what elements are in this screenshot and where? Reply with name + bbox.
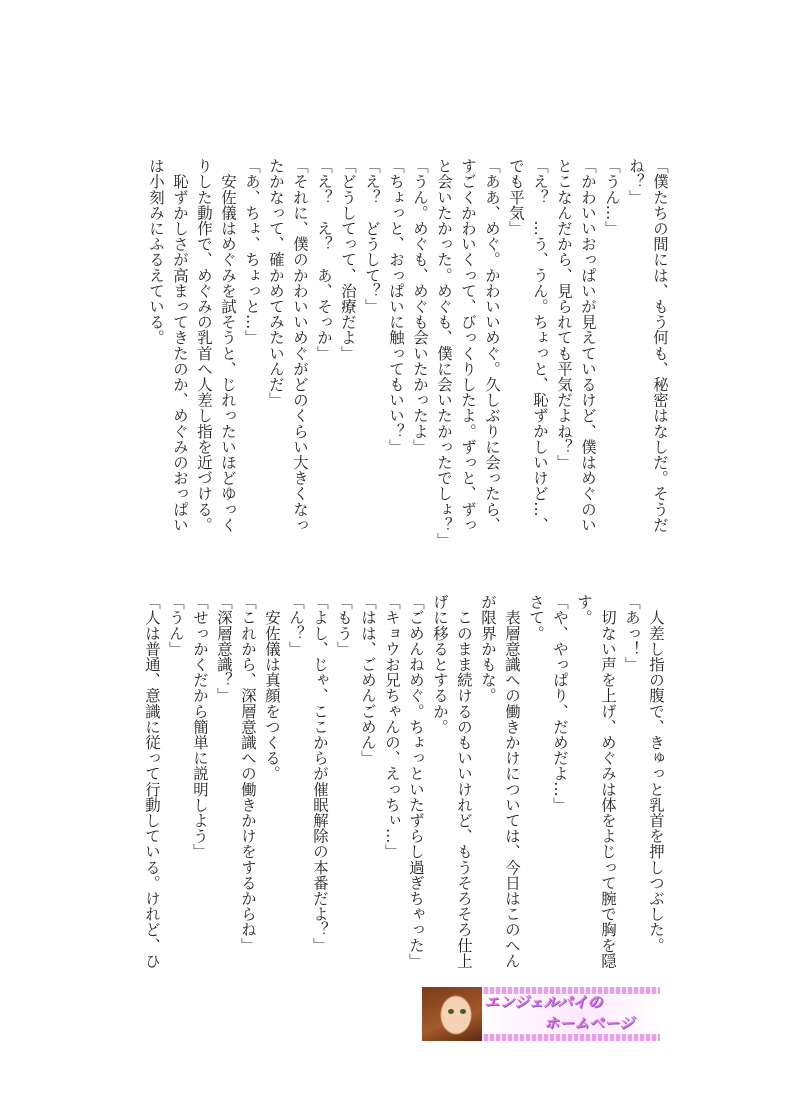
text-line: たかなって、確かめてみたいんだ」 [267,158,285,408]
text-line: 「ちょっと、おっぱいに触ってもいい？」 [387,158,405,455]
text-line: は小刻みにふるえている。 [147,158,165,346]
text-line: 「せっかくだから簡単に説明しよう」 [191,594,209,860]
banner-title [484,992,656,1034]
text-line: でも平気」 [507,158,525,236]
text-line: 「や、やっぱり、だめだよ…」 [551,594,569,813]
text-line: 「うん」 [167,594,185,657]
text-line: す。 [575,594,593,626]
text-line: 人差し指の腹で、きゅっと乳首を押しつぶした。 [647,594,665,953]
eye-icon [448,1009,454,1014]
homepage-banner-link[interactable] [422,987,660,1041]
text-line: 「うん。めぐも、めぐも会いたかったよ」 [411,158,429,455]
text-line: すごくかわいくって、びっくりしたよ。ずっと、ずっ [459,158,477,533]
text-line: 「もう」 [335,594,353,657]
text-line: 「キョウお兄ちゃんの、えっちぃ…」 [383,594,401,860]
text-line: げに移るとするか。 [431,594,449,735]
text-line: 「え？ どうして？」 [363,158,381,314]
text-block-top [144,158,672,548]
eye-icon [460,1009,466,1014]
text-line: 「それに、僕のかわいいめぐがどのくらい大きくなっ [291,158,309,533]
text-line: 「ん？」 [287,594,305,657]
banner-title-line1: エンジェルパイの [484,993,603,1011]
text-line: 「よし、じゃ、ここからが催眠解除の本番だよ？」 [311,594,329,953]
text-line: と会いたかった。めぐも、僕に会いたかったでしょ？」 [435,158,453,548]
banner-stripe-bottom [472,1034,660,1041]
text-line: 恥ずかしさが高まってきたのか、めぐみのおっぱい [171,158,189,533]
text-line: ね？」 [627,158,645,205]
text-line: 「あっ！」 [623,594,641,672]
text-block-bottom [140,594,668,979]
text-line: 「うん…」 [603,158,621,236]
text-line: 「これから、深層意識への働きかけをするからね」 [239,594,257,953]
text-line: 安佐儀はめぐみを試そうと、じれったいほどゆっく [219,158,237,533]
text-line: 「深層意識？」 [215,594,233,704]
text-line: さて。 [527,594,545,641]
character-portrait-image [422,987,482,1041]
text-line: が限界かもな。 [479,594,497,704]
text-line: 表層意識への働きかけについては、今日はこのへん [503,594,521,969]
text-line: 安佐儀は真顔をつくる。 [263,594,281,782]
text-line: このまま続けるのもいいけれど、もうそろそろ仕上 [455,594,473,969]
text-line: 「僕たちの間には、もう何も、秘密はなしだ。そうだ [651,158,669,533]
text-line: とこなんだから、見られても平気だよね？」 [555,158,573,470]
text-line: りした動作で、めぐみの乳首へ人差し指を近づける。 [195,158,213,533]
text-line: 「どうしてって、治療だよ」 [339,158,357,361]
text-line: 「え？ え？ あ、そっか」 [315,158,333,361]
text-line: 「ああ、めぐ。かわいいめぐ。久しぶりに会ったら、 [483,158,501,533]
text-line: 「人は普通、意識に従って行動している。けれど、ひ [143,594,161,969]
text-line: 「え？ …う、うん。ちょっと、恥ずかしいけど…、 [531,158,549,533]
text-line: 「ごめんねめぐ。ちょっといたずらし過ぎちゃった」 [407,594,425,969]
text-line: 切ない声を上げ、めぐみは体をよじって腕で胸を隠 [599,594,617,969]
banner-title-line2: ホームページ [544,1014,634,1032]
text-line: 「はは、ごめんごめん」 [359,594,377,766]
text-line: 「あ、ちょ、ちょっと…」 [243,158,261,346]
text-line: 「かわいいおっぱいが見えているけど、僕はめぐのい [579,158,597,533]
